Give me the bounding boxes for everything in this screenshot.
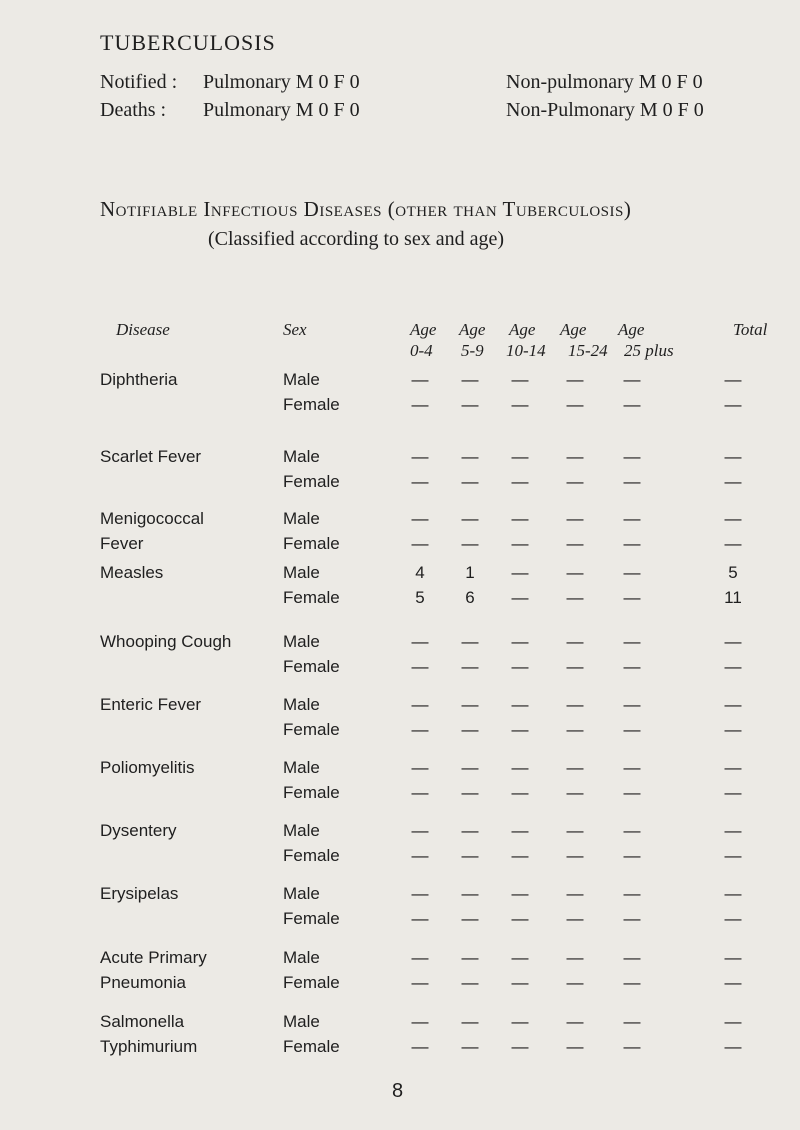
- sex-label-female: Female: [283, 657, 340, 676]
- table-cell: —: [411, 370, 429, 389]
- tb-deaths-label: Deaths :: [100, 99, 167, 121]
- table-subtitle: (Classified according to sex and age): [208, 228, 505, 250]
- sex-label-male: Male: [283, 948, 320, 967]
- header-age-5-9-range: 5-9: [461, 341, 484, 360]
- table-cell: 11: [724, 588, 742, 607]
- table-cell: —: [461, 447, 479, 466]
- table-cell: —: [461, 846, 479, 865]
- header-age-10-14-range: 10-14: [506, 341, 546, 360]
- sex-label-male: Male: [283, 563, 320, 582]
- table-cell: —: [411, 472, 429, 491]
- table-cell: —: [566, 973, 584, 992]
- table-cell: —: [511, 563, 529, 582]
- sex-label-female: Female: [283, 909, 340, 928]
- table-cell: —: [511, 447, 529, 466]
- table-cell: —: [511, 370, 529, 389]
- disease-name: Menigococcal: [100, 509, 204, 528]
- disease-name: Salmonella: [100, 1012, 185, 1031]
- table-cell: —: [411, 1037, 429, 1056]
- table-cell: —: [724, 783, 742, 802]
- disease-name: Enteric Fever: [100, 695, 202, 714]
- table-title: Notifiable Infectious Diseases (other than Tuberculosis): [100, 197, 632, 221]
- table-cell: —: [566, 720, 584, 739]
- table-cell: —: [511, 973, 529, 992]
- disease-name: Pneumonia: [100, 973, 187, 992]
- sex-label-female: Female: [283, 395, 340, 414]
- table-cell: —: [461, 909, 479, 928]
- table-cell: —: [724, 821, 742, 840]
- table-cell: —: [411, 783, 429, 802]
- table-cell: —: [623, 695, 641, 714]
- table-cell: —: [511, 821, 529, 840]
- sex-label-female: Female: [283, 534, 340, 553]
- table-cell: —: [511, 758, 529, 777]
- table-cell: —: [411, 884, 429, 903]
- table-cell: —: [461, 534, 479, 553]
- table-cell: 5: [728, 563, 738, 582]
- sex-label-male: Male: [283, 1012, 320, 1031]
- table-cell: —: [623, 1012, 641, 1031]
- table-cell: —: [461, 783, 479, 802]
- table-cell: —: [511, 632, 529, 651]
- sex-label-male: Male: [283, 884, 320, 903]
- table-cell: —: [566, 632, 584, 651]
- table-cell: —: [461, 1037, 479, 1056]
- table-cell: —: [461, 720, 479, 739]
- table-cell: —: [623, 632, 641, 651]
- table-cell: —: [411, 534, 429, 553]
- table-cell: —: [461, 884, 479, 903]
- table-cell: —: [511, 588, 529, 607]
- table-cell: —: [623, 534, 641, 553]
- table-cell: —: [623, 758, 641, 777]
- sex-label-male: Male: [283, 509, 320, 528]
- table-cell: —: [724, 720, 742, 739]
- table-cell: —: [623, 447, 641, 466]
- table-cell: —: [411, 948, 429, 967]
- table-cell: —: [623, 948, 641, 967]
- sex-label-male: Male: [283, 758, 320, 777]
- table-cell: —: [461, 657, 479, 676]
- header-age-10-14: Age: [509, 320, 536, 339]
- table-cell: —: [461, 509, 479, 528]
- sex-label-female: Female: [283, 588, 340, 607]
- header-age-25-plus-range: 25 plus: [624, 341, 674, 360]
- table-cell: —: [623, 657, 641, 676]
- table-cell: —: [724, 1012, 742, 1031]
- table-cell: —: [461, 758, 479, 777]
- table-cell: —: [511, 783, 529, 802]
- table-cell: —: [566, 948, 584, 967]
- table-cell: —: [461, 948, 479, 967]
- disease-name: Erysipelas: [100, 884, 179, 903]
- table-cell: —: [511, 909, 529, 928]
- sex-label-female: Female: [283, 783, 340, 802]
- table-cell: —: [724, 909, 742, 928]
- table-cell: —: [511, 1012, 529, 1031]
- table-cell: —: [411, 509, 429, 528]
- disease-name: Acute Primary: [100, 948, 207, 967]
- table-cell: —: [566, 534, 584, 553]
- section-heading: TUBERCULOSIS: [100, 30, 276, 55]
- table-cell: —: [623, 370, 641, 389]
- tb-notified-nonpulmonary: Non-pulmonary M 0 F 0: [506, 71, 703, 93]
- disease-name: Scarlet Fever: [100, 447, 202, 466]
- table-cell: —: [411, 1012, 429, 1031]
- table-cell: —: [511, 534, 529, 553]
- sex-label-male: Male: [283, 632, 320, 651]
- table-cell: —: [566, 909, 584, 928]
- table-cell: —: [566, 846, 584, 865]
- table-cell: 5: [415, 588, 425, 607]
- table-cell: —: [623, 884, 641, 903]
- table-cell: —: [511, 884, 529, 903]
- table-cell: —: [566, 758, 584, 777]
- table-cell: —: [623, 588, 641, 607]
- tb-deaths-pulmonary: Pulmonary M 0 F 0: [203, 99, 360, 121]
- table-cell: —: [411, 720, 429, 739]
- table-cell: —: [411, 695, 429, 714]
- table-cell: —: [411, 395, 429, 414]
- table-cell: —: [724, 884, 742, 903]
- table-cell: —: [724, 509, 742, 528]
- table-cell: —: [411, 657, 429, 676]
- table-cell: —: [566, 884, 584, 903]
- table-cell: —: [623, 509, 641, 528]
- table-cell: —: [724, 395, 742, 414]
- table-cell: —: [566, 472, 584, 491]
- table-cell: —: [461, 973, 479, 992]
- table-cell: —: [623, 1037, 641, 1056]
- table-cell: —: [623, 563, 641, 582]
- table-cell: —: [566, 783, 584, 802]
- table-cell: —: [411, 632, 429, 651]
- table-cell: —: [411, 758, 429, 777]
- table-cell: —: [511, 846, 529, 865]
- table-cell: —: [566, 1012, 584, 1031]
- header-age-0-4: Age: [410, 320, 437, 339]
- header-disease: Disease: [116, 320, 170, 339]
- disease-name: Dysentery: [100, 821, 177, 840]
- tb-notified-label: Notified :: [100, 71, 178, 93]
- table-cell: —: [511, 695, 529, 714]
- table-cell: —: [724, 973, 742, 992]
- table-cell: —: [511, 472, 529, 491]
- sex-label-male: Male: [283, 447, 320, 466]
- table-cell: 6: [465, 588, 475, 607]
- disease-name: Typhimurium: [100, 1037, 198, 1056]
- table-cell: —: [724, 447, 742, 466]
- disease-name: Measles: [100, 563, 164, 582]
- table-cell: —: [623, 821, 641, 840]
- disease-name: Fever: [100, 534, 144, 553]
- table-cell: —: [566, 588, 584, 607]
- table-cell: —: [623, 846, 641, 865]
- table-cell: —: [411, 909, 429, 928]
- table-cell: —: [566, 370, 584, 389]
- table-cell: —: [566, 395, 584, 414]
- sex-label-female: Female: [283, 846, 340, 865]
- table-cell: —: [724, 758, 742, 777]
- table-cell: —: [461, 472, 479, 491]
- page-number: 8: [392, 1080, 404, 1102]
- table-cell: —: [724, 846, 742, 865]
- table-cell: —: [623, 783, 641, 802]
- header-age-25-plus: Age: [618, 320, 645, 339]
- header-age-15-24-range: 15-24: [568, 341, 608, 360]
- tb-notified-pulmonary: Pulmonary M 0 F 0: [203, 71, 360, 93]
- table-cell: —: [461, 695, 479, 714]
- sex-label-female: Female: [283, 472, 340, 491]
- table-cell: —: [511, 948, 529, 967]
- sex-label-male: Male: [283, 370, 320, 389]
- table-cell: —: [724, 1037, 742, 1056]
- table-cell: —: [566, 509, 584, 528]
- disease-name: Diphtheria: [100, 370, 178, 389]
- table-cell: —: [724, 948, 742, 967]
- table-cell: —: [511, 720, 529, 739]
- table-cell: —: [511, 509, 529, 528]
- table-cell: —: [566, 447, 584, 466]
- table-cell: —: [461, 821, 479, 840]
- table-cell: —: [511, 395, 529, 414]
- table-cell: —: [724, 534, 742, 553]
- table-cell: —: [566, 821, 584, 840]
- sex-label-male: Male: [283, 695, 320, 714]
- table-cell: —: [511, 657, 529, 676]
- table-cell: —: [623, 720, 641, 739]
- header-age-0-4-range: 0-4: [410, 341, 433, 360]
- tb-deaths-nonpulmonary: Non-Pulmonary M 0 F 0: [506, 99, 704, 121]
- table-cell: —: [623, 472, 641, 491]
- table-cell: 1: [465, 563, 475, 582]
- sex-label-male: Male: [283, 821, 320, 840]
- table-cell: —: [411, 973, 429, 992]
- table-cell: —: [566, 563, 584, 582]
- table-cell: —: [511, 1037, 529, 1056]
- sex-label-female: Female: [283, 720, 340, 739]
- table-cell: —: [566, 1037, 584, 1056]
- header-sex: Sex: [283, 320, 307, 339]
- table-cell: —: [461, 1012, 479, 1031]
- table-cell: —: [623, 973, 641, 992]
- sex-label-female: Female: [283, 1037, 340, 1056]
- header-age-15-24: Age: [560, 320, 587, 339]
- sex-label-female: Female: [283, 973, 340, 992]
- table-cell: —: [724, 370, 742, 389]
- table-cell: —: [461, 395, 479, 414]
- table-cell: —: [724, 657, 742, 676]
- table-cell: —: [411, 846, 429, 865]
- table-cell: —: [566, 657, 584, 676]
- table-cell: 4: [415, 563, 425, 582]
- table-cell: —: [461, 370, 479, 389]
- table-cell: —: [623, 909, 641, 928]
- table-cell: —: [623, 395, 641, 414]
- table-cell: —: [724, 472, 742, 491]
- table-cell: —: [566, 695, 584, 714]
- table-cell: —: [411, 447, 429, 466]
- table-cell: —: [411, 821, 429, 840]
- disease-name: Poliomyelitis: [100, 758, 195, 777]
- table-cell: —: [724, 695, 742, 714]
- header-total: Total: [733, 320, 768, 339]
- disease-name: Whooping Cough: [100, 632, 232, 651]
- table-cell: —: [461, 632, 479, 651]
- header-age-5-9: Age: [459, 320, 486, 339]
- table-cell: —: [724, 632, 742, 651]
